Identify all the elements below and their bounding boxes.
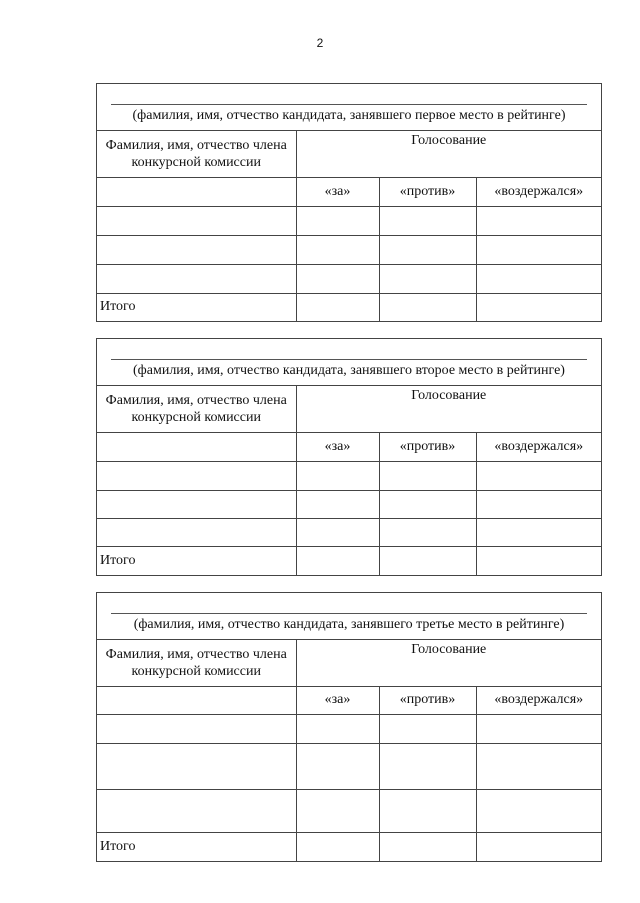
- total-label: Итого: [97, 546, 296, 575]
- candidate-name-field: [97, 593, 601, 640]
- header-blank: [97, 432, 296, 461]
- voting-block-third: [96, 592, 602, 862]
- table-row: [97, 518, 601, 546]
- candidate-name-field: [97, 339, 601, 386]
- candidate-name-line: [111, 613, 587, 614]
- candidate-name-field: [97, 84, 601, 131]
- table-row: [97, 461, 601, 490]
- header-against: «против»: [379, 177, 476, 206]
- header-blank: [97, 686, 296, 714]
- total-label: Итого: [97, 293, 296, 321]
- page-number: 2: [316, 36, 324, 50]
- voting-table: [97, 386, 601, 575]
- header-abstain: «воздержался»: [476, 686, 601, 714]
- candidate-caption: (фамилия, имя, отчество кандидата, занявшего третье место в рейтинге): [133, 617, 565, 632]
- header-abstain: «воздержался»: [476, 177, 601, 206]
- voting-table: [97, 640, 601, 861]
- header-abstain: «воздержался»: [476, 432, 601, 461]
- total-row: [97, 546, 601, 575]
- total-row: [97, 293, 601, 321]
- header-member: Фамилия, имя, отчество члена конкурсной комиссии: [97, 640, 296, 686]
- table-row: [97, 235, 601, 264]
- voting-block-second: [96, 338, 602, 576]
- total-label: Итого: [97, 832, 296, 861]
- candidate-name-line: [111, 104, 587, 105]
- voting-table: [97, 131, 601, 321]
- header-against: «против»: [379, 686, 476, 714]
- table-row: [97, 206, 601, 235]
- header-blank: [97, 177, 296, 206]
- header-member: Фамилия, имя, отчество члена конкурсной комиссии: [97, 386, 296, 432]
- table-row: [97, 490, 601, 518]
- table-row: [97, 743, 601, 789]
- header-for: «за»: [296, 432, 379, 461]
- header-voting: Голосование: [296, 131, 601, 177]
- candidate-name-line: [111, 359, 587, 360]
- table-row: [97, 264, 601, 293]
- header-against: «против»: [379, 432, 476, 461]
- table-row: [97, 714, 601, 743]
- table-row: [97, 789, 601, 832]
- header-member: Фамилия, имя, отчество члена конкурсной комиссии: [97, 131, 296, 177]
- voting-block-first: [96, 83, 602, 322]
- candidate-caption: (фамилия, имя, отчество кандидата, занявшего первое место в рейтинге): [132, 108, 566, 123]
- header-voting: Голосование: [296, 640, 601, 686]
- header-for: «за»: [296, 177, 379, 206]
- header-for: «за»: [296, 686, 379, 714]
- header-voting: Голосование: [296, 386, 601, 432]
- candidate-caption: (фамилия, имя, отчество кандидата, занявшего второе место в рейтинге): [133, 363, 565, 378]
- total-row: [97, 832, 601, 861]
